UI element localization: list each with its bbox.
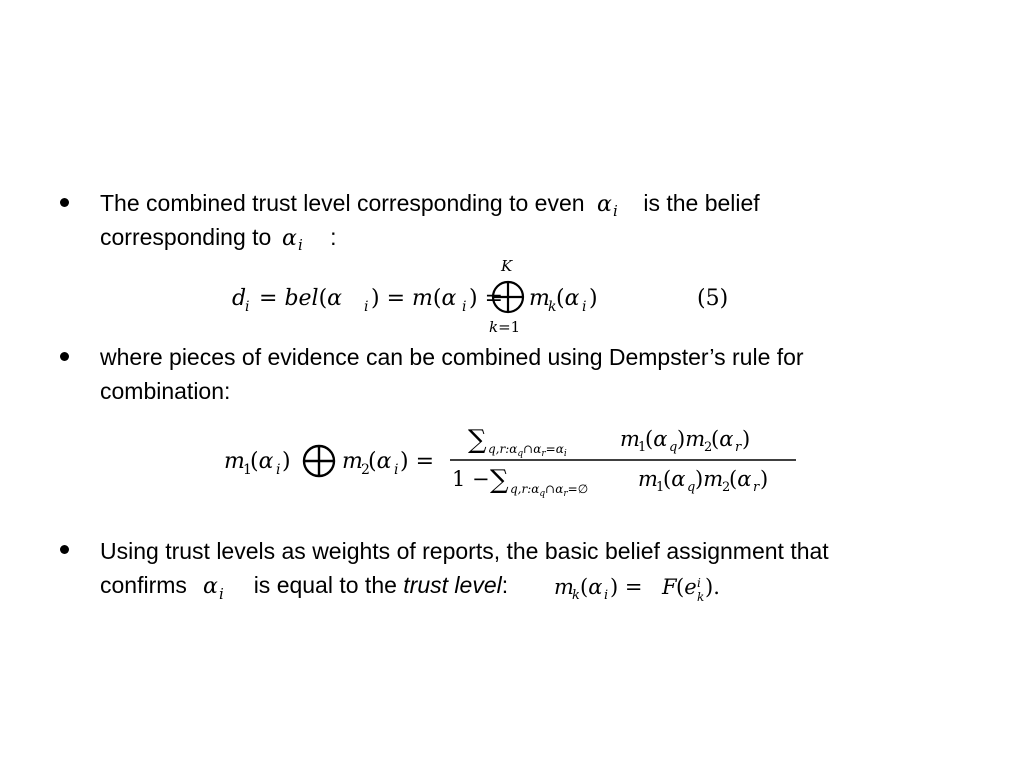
bullet-2-line-1 <box>100 340 804 374</box>
equation-5 <box>225 255 745 337</box>
svg-text:1 −: 1 − <box>452 467 490 491</box>
svg-text:) = m(α: ) = m(α <box>371 286 457 311</box>
alpha-i-symbol <box>591 191 637 219</box>
svg-text:m: m <box>638 467 658 491</box>
svg-text:α: α <box>596 191 612 217</box>
svg-text:α: α <box>281 225 297 251</box>
svg-text:): ) <box>282 449 291 474</box>
svg-text:).: ). <box>705 575 720 599</box>
bullet-3-line-2 <box>100 568 508 602</box>
bullet-1-text-a: The combined trust level corresponding to even <box>100 190 585 216</box>
svg-text:(α: (α <box>663 467 686 491</box>
bullet-1-line-2 <box>100 220 337 254</box>
svg-text:i: i <box>364 299 369 315</box>
alpha-i-symbol <box>278 225 324 253</box>
svg-text:r: r <box>735 440 742 455</box>
svg-text:m: m <box>554 575 574 599</box>
bullet-3-text-c: is equal to the <box>253 572 397 598</box>
svg-text:m: m <box>620 427 640 451</box>
svg-text:(α: (α <box>711 427 734 451</box>
svg-text:k=1: k=1 <box>489 318 521 336</box>
bullet-1-line-1 <box>100 186 760 220</box>
svg-text:i: i <box>582 299 587 315</box>
svg-text:i: i <box>276 462 281 478</box>
svg-text:): ) <box>589 286 598 311</box>
svg-text:(α: (α <box>580 575 603 599</box>
svg-text:i: i <box>245 299 250 315</box>
svg-text:∑: ∑ <box>468 425 487 455</box>
svg-text:m: m <box>224 449 245 474</box>
svg-text:) =: ) = <box>400 449 435 474</box>
svg-text:r: r <box>753 480 760 495</box>
svg-text:α: α <box>203 573 219 599</box>
svg-text:i: i <box>219 584 225 601</box>
svg-text:q,r:αq∩αr=αi: $q,r:\alpha_q\cap\alpha_r=\alpha_i$ <box>488 442 567 459</box>
svg-text:F: F <box>662 575 677 599</box>
bullet-1-text-c: corresponding to <box>100 224 272 250</box>
svg-text:(α: (α <box>729 467 752 491</box>
svg-text:K: K <box>501 257 513 275</box>
svg-text:)m: )m <box>695 467 724 491</box>
bullet-3-line-1 <box>100 534 829 568</box>
svg-text:q: q <box>669 440 678 455</box>
svg-text:k: k <box>572 588 580 603</box>
bullet-3-text-d: : <box>501 572 509 598</box>
bullet-dot-3 <box>60 545 69 554</box>
trust-level-term: trust level <box>403 572 502 598</box>
svg-text:)m: )m <box>677 427 706 451</box>
svg-text:k: k <box>697 590 705 604</box>
svg-text:(α: (α <box>645 427 668 451</box>
svg-text:i: i <box>297 235 303 253</box>
bullet-3-text-a: Using trust levels as weights of reports, the basic belief assignment that <box>100 538 829 564</box>
svg-text:): ) <box>742 427 751 451</box>
svg-text:(e: (e <box>676 575 697 599</box>
dempster-equation <box>218 418 808 498</box>
svg-text:) =: ) = <box>610 575 643 599</box>
svg-text:d: d <box>232 286 247 311</box>
bullet-2-text-a: where pieces of evidence can be combined using Dempster’s rule for <box>100 344 804 370</box>
svg-text:m: m <box>529 286 550 311</box>
svg-text:2: 2 <box>704 440 713 455</box>
svg-text:i: i <box>612 201 618 219</box>
svg-text:2: 2 <box>722 480 731 495</box>
svg-text:2: 2 <box>361 462 370 478</box>
svg-text:q: q <box>687 480 696 495</box>
svg-text:(α: (α <box>368 449 392 474</box>
svg-text:(α: (α <box>556 286 580 311</box>
bullet-3-text-b: confirms <box>100 572 187 598</box>
svg-text:m: m <box>342 449 363 474</box>
svg-text:(α: (α <box>250 449 274 474</box>
svg-text:): ) <box>760 467 769 491</box>
bullet-dot-1 <box>60 198 69 207</box>
trust-equation <box>552 568 752 608</box>
bullet-1-text-d: : <box>330 224 337 250</box>
svg-text:i: i <box>604 588 609 603</box>
svg-text:i: i <box>697 576 701 590</box>
bullet-2-text-b: combination: <box>100 378 231 404</box>
alpha-i-symbol <box>197 573 243 601</box>
svg-text:) =: ) = <box>469 286 504 311</box>
bullet-dot-2 <box>60 352 69 361</box>
svg-text:1: 1 <box>638 440 647 455</box>
svg-text:k: k <box>548 299 557 315</box>
bullet-2-line-2 <box>100 374 230 408</box>
svg-text:1: 1 <box>243 462 252 478</box>
svg-text:= bel(α: = bel(α <box>259 286 343 311</box>
svg-text:∑: ∑ <box>490 465 509 495</box>
bullet-1-text-b: is the belief <box>643 190 760 216</box>
svg-text:(5): (5) <box>697 286 729 311</box>
svg-text:1: 1 <box>656 480 665 495</box>
svg-text:i: i <box>394 462 399 478</box>
svg-text:i: i <box>462 299 467 315</box>
svg-text:q,r:αq∩αr=∅: $q,r:\alpha_q\cap\alpha_r=\emptyset$ <box>510 482 589 498</box>
